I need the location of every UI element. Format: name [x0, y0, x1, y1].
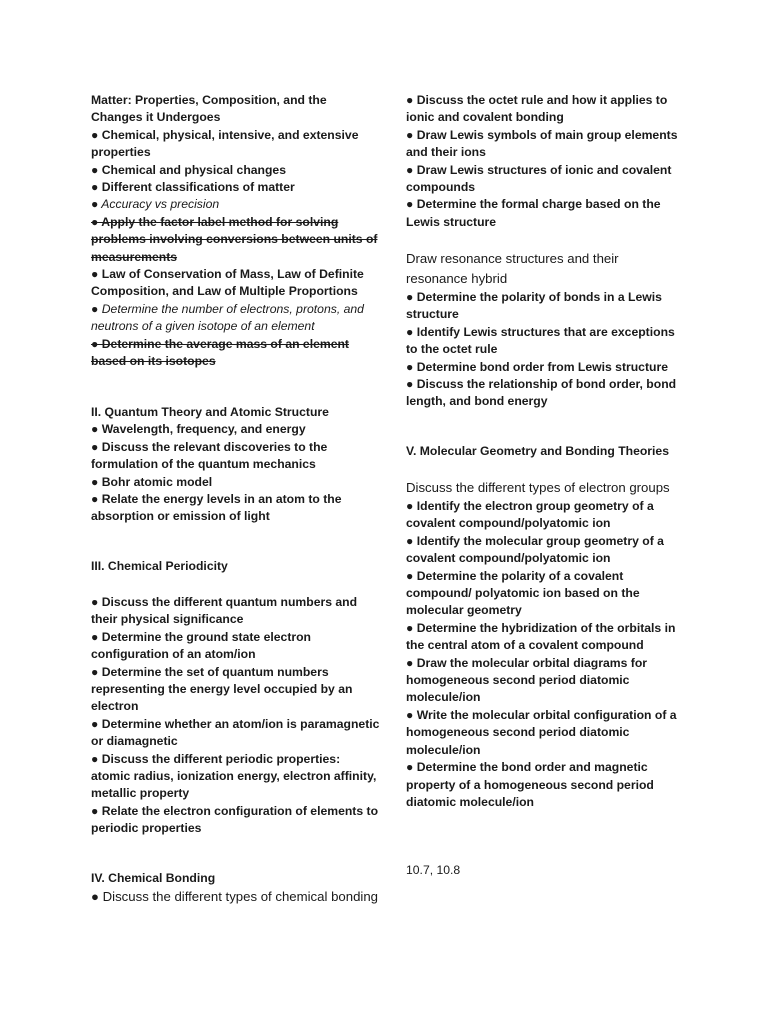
list-item: ● Relate the electron configuration of elements to periodic properties [91, 803, 379, 836]
list-item: ● Bohr atomic model [91, 474, 213, 489]
list-item: ● Determine the ground state electron configuration of an atom/ion [91, 629, 312, 662]
section-heading-bonding: IV. Chemical Bonding [91, 871, 216, 885]
list-item: ● Identify the molecular group geometry of a covalent compound/polyatomic ion [406, 533, 664, 566]
list-item: ● Draw Lewis symbols of main group elements and their ions [406, 127, 678, 160]
list-item: ● Identify the electron group geometry of a covalent compound/polyatomic ion [406, 499, 654, 531]
list-item: ● Discuss the different quantum numbers and their physical significance [91, 595, 358, 627]
list-item: ● Relate the energy levels in an atom to the absorption or emission of light [91, 492, 342, 524]
list-item: ● Determine the polarity of a covalent compound/ polyatomic ion based on the molecular geometry [406, 568, 640, 618]
list-item: ● Determine the number of electrons, protons, and neutrons of a given isotope of an element [91, 301, 364, 334]
list-item: ● Determine the bond order and magnetic property of a homogeneous second period diatomic molecule/ion [406, 760, 654, 809]
electron-groups-intro: Discuss the different types of electron groups [406, 480, 670, 495]
list-item: ● Discuss the different periodic properties: atomic radius, ionization energy, electron affinity, metallic property [91, 751, 377, 801]
section-heading-quantum: II. Quantum Theory and Atomic Structure [91, 405, 329, 419]
list-item: ● Chemical and physical changes [91, 162, 286, 177]
list-item: ● Discuss the octet rule and how it applies to ionic and covalent bonding [406, 93, 668, 125]
list-item: ● Draw Lewis structures of ionic and covalent compounds [406, 162, 672, 195]
list-item: ● Discuss the relationship of bond order, bond length, and bond energy [406, 377, 677, 409]
list-item: ● Identify Lewis structures that are exceptions to the octet rule [406, 324, 675, 357]
list-item-struck: ● Determine the average mass of an element based on its isotopes [91, 336, 349, 369]
page-reference: 10.7, 10.8 [406, 863, 461, 877]
list-item: ● Determine the polarity of bonds in a Lewis structure [406, 290, 662, 322]
list-item: ● Determine the formal charge based on the Lewis structure [406, 197, 661, 229]
list-item: ● Draw the molecular orbital diagrams for homogeneous second period diatomic molecule/ion [406, 655, 648, 705]
list-item: ● Determine the hybridization of the orbitals in the central atom of a covalent compound [406, 620, 676, 653]
list-item: ● Wavelength, frequency, and energy [91, 422, 306, 437]
resonance-intro: Draw resonance structures and their resonance hybrid [406, 251, 619, 286]
list-item: ● Determine whether an atom/ion is paramagnetic or diamagnetic [91, 716, 380, 749]
list-item: ● Different classifications of matter [91, 180, 295, 195]
list-item: ● Discuss the relevant discoveries to the formulation of the quantum mechanics [91, 439, 328, 472]
list-item: ● Write the molecular orbital configuration of a homogeneous second period diatomic molecule/ion [406, 707, 677, 757]
list-item: ● Law of Conservation of Mass, Law of Definite Composition, and Law of Multiple Proportions [91, 267, 364, 299]
list-item: ● Determine the set of quantum numbers representing the energy level occupied by an electron [91, 664, 353, 714]
section-heading-geometry: V. Molecular Geometry and Bonding Theories [406, 444, 669, 458]
list-item: ● Accuracy vs precision [91, 197, 220, 212]
list-item: ● Discuss the different types of chemical bonding [91, 889, 379, 905]
list-item: ● Determine bond order from Lewis structure [406, 359, 668, 374]
section-heading-matter: Matter: Properties, Composition, and the Changes it Undergoes [91, 93, 327, 125]
list-item: ● Chemical, physical, intensive, and extensive properties [91, 127, 359, 160]
section-heading-periodicity: III. Chemical Periodicity [91, 559, 228, 573]
list-item-struck: ● Apply the factor label method for solving problems involving conversions between units of measurements [91, 214, 378, 264]
